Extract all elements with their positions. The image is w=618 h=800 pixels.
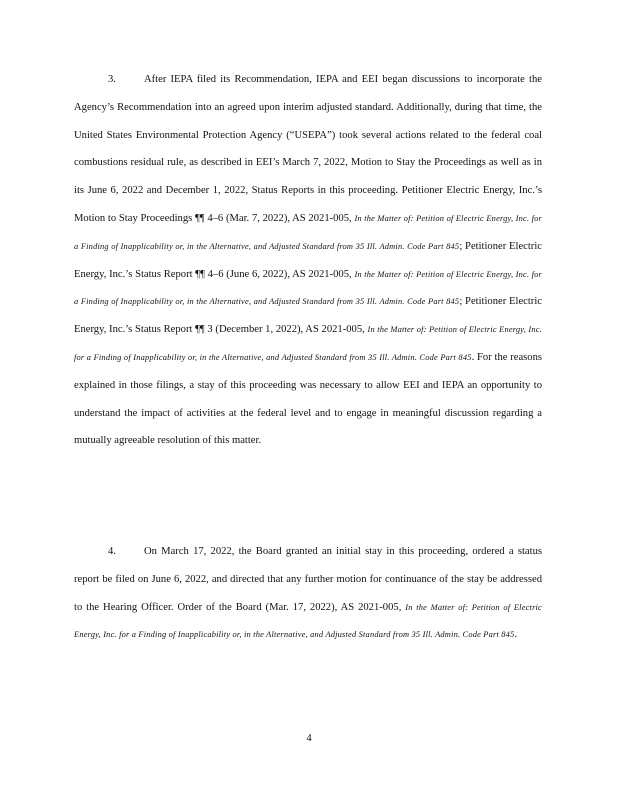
case-citation: In the Matter of: Petition of Electric Energy, Inc. for a Finding of Inapplicability or, in the Alternative, and Adjusted Standard from 35 Ill. Admin. Code Part 845 [74, 602, 542, 640]
paragraph-text: After IEPA filed its Recommendation, IEPA and EEI began discussions to incorporate the Agency’s Recommendation into an agreed upon interim adjusted standard. Additionally, during that time, the United States Environmental Protection Agency (“USEPA”) took several actions related to the federal coal combustions residual rule, as described in EEI’s March 7, 2022, Motion to Stay the Proceedings as well as in its June 6, 2022 and December 1, 2022, Status Reports in this proceeding. Petitioner Electric Energy, Inc.’s Motion to Stay Proceedings ¶¶ 4–6 (Mar. 7, 2022), AS 2021-005, [74, 74, 542, 224]
paragraph-text: ; Petitioner Electric Energy, Inc.’s Status Report ¶¶ 4–6 (June 6, 2022), AS 2021-005, [74, 240, 542, 280]
paragraph-text: . [514, 629, 518, 641]
paragraph-text: ; Petitioner Electric Energy, Inc.’s Status Report ¶¶ 3 (December 1, 2022), AS 2021-005, [74, 296, 542, 336]
case-citation: In the Matter of: Petition of Electric Energy, Inc. for a Finding of Inapplicability or, in the Alternative, and Adjusted Standard from 35 Ill. Admin. Code Part 845 [74, 325, 542, 362]
paragraph-number: 4. [108, 546, 116, 557]
paragraph-4 [74, 538, 542, 649]
page-number: 4 [306, 733, 312, 744]
case-citation: In the Matter of: Petition of Electric Energy, Inc. for a Finding of Inapplicability or, in the Alternative, and Adjusted Standard from 35 Ill. Admin. Code Part 845 [74, 213, 542, 251]
case-citation: In the Matter of: Petition of Electric Energy, Inc. for a Finding of Inapplicability or, in the Alternative, and Adjusted Standard from 35 Ill. Admin. Code Part 845 [74, 269, 542, 307]
paragraph-text: On March 17, 2022, the Board granted an initial stay in this proceeding, ordered a status report be filed on June 6, 2022, and directed that any further motion for continuance of the stay be addressed to the Hearing Officer. Order of the Board (Mar. 17, 2022), AS 2021-005, [74, 546, 542, 613]
paragraph-text: . For the reasons explained in those filings, a stay of this proceeding was necessary to allow EEI and IEPA an opportunity to understand the impact of activities at the federal level and to engage in meaningful discussion regarding a mutually agreeable resolution of this matter. [74, 351, 542, 447]
paragraph-number: 3. [108, 74, 116, 85]
paragraph-3 [74, 66, 542, 455]
